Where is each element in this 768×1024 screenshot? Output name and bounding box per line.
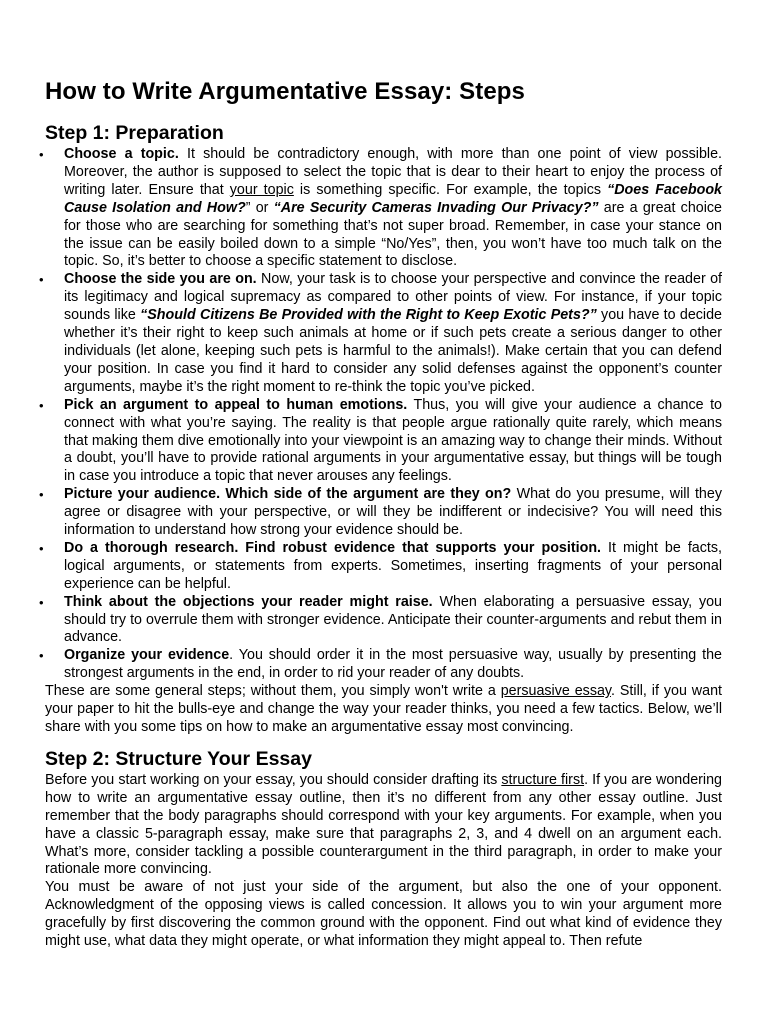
list-item (45, 540, 722, 594)
outro-text: . Still, if you want your paper to hit the bulls-eye and change the way your reader thinks, you need a few tactics. Below, we’ll share with you some tips on how to make an argumentative essay most convincing. (45, 683, 722, 735)
item-text: is something specific. For example, the topics (293, 181, 608, 198)
list-item (45, 146, 722, 271)
step2-heading: Step 2: Structure Your Essay (45, 747, 312, 770)
item-lead: Think about the objections your reader might raise. (64, 593, 433, 610)
page-title: How to Write Argumentative Essay: Steps (45, 78, 526, 105)
item-text: When elaborating a persuasive essay, you should try to overrule them with stronger evidence. Anticipate their counter-arguments and rebut them in advance. (64, 593, 723, 646)
item-emphasis: “Are Security Cameras Invading Our Privacy?” (273, 199, 599, 216)
list-item (45, 397, 722, 487)
item-emphasis: “Should Citizens Be Provided with the Right to Keep Exotic Pets?” (140, 307, 597, 324)
item-emphasis: “Does Facebook Cause Isolation and How? (64, 181, 723, 216)
step2-paragraph-2: You must be aware of not just your side of the argument, but also the one of your opponent. Acknowledgment of the opposing views is called concession. It allows you to win your argument more gracefully by first discovering the common ground with the opponent. Find out what kind of evidence they might use, what data they might operate, or what information they might appeal to. Then refute (45, 879, 722, 950)
structure-first-link[interactable]: structure first (501, 771, 585, 788)
paragraph-text: Before you start working on your essay, you should consider drafting its (45, 771, 502, 788)
step2-paragraph-1 (45, 772, 722, 879)
step1-heading: Step 1: Preparation (45, 122, 224, 144)
step1-list (45, 146, 722, 683)
item-text: What do you presume, will they agree or disagree with your perspective, or will they be indifferent or indecisive? You will need this information to understand how strong your evidence should be. (64, 486, 722, 539)
item-text: It might be facts, logical arguments, or statements from experts. Sometimes, inserting fragments of your personal experience can be helpful. (64, 539, 722, 592)
outro-text: These are some general steps; without them, you simply won't write a (45, 683, 501, 700)
list-item (45, 647, 722, 683)
step1-outro (45, 683, 722, 737)
list-item (45, 271, 722, 396)
item-lead: Pick an argument to appeal to human emotions. (64, 396, 408, 413)
item-lead: Choose a topic. (64, 146, 179, 162)
paragraph-text: . If you are wondering how to write an argumentative essay outline, then it’s no different from any other essay outline. Just remember that the body paragraphs should correspond with your key arguments. For example, when you have a classic 5-paragraph essay, make sure that paragraphs 2, 3, and 4 dwell on an argument each. What’s more, consider tackling a possible counterargument in the third paragraph, in order to make your rationale more convincing. (45, 771, 722, 878)
item-text: you have to decide whether it’s their right to keep such animals at home or if such pets create a serious danger to other individuals (let alone, keeping such pets is harmful to the animals!). Make certain that you can defend your position. In case you find it hard to consider any solid defenses against the opponent’s counter arguments, maybe it’s the right moment to re-think the topic you’ve picked. (64, 307, 723, 395)
item-text: are a great choice for those who are searching for something that’s not super broad. Remember, in case your stance on the issue can be easily boiled down to a simple “No/Yes”, then, you won’t have too much talk on the topic. So, it’s better to choose a specific statement to disclose. (64, 199, 723, 270)
persuasive-essay-link[interactable]: persuasive essay (500, 683, 612, 700)
item-lead: Organize your evidence (64, 647, 230, 664)
your-topic-link[interactable]: your topic (229, 181, 294, 198)
list-item (45, 594, 722, 648)
item-lead: Do a thorough research. Find robust evidence that supports your position. (64, 539, 602, 556)
item-lead: Picture your audience. Which side of the argument are they on? (64, 486, 512, 503)
list-item (45, 486, 722, 540)
item-text: Now, your task is to choose your perspective and convince the reader of its legitimacy and logical supremacy as compared to other points of view. For instance, if your topic sounds like (64, 271, 722, 324)
item-text: Thus, you will give your audience a chance to connect with what you’re saying. The reality is that people argue rationally quite rarely, which means that making them dive emotionally into your viewpoint is an amazing way to change their minds. Without a doubt, you’ll have to provide rational arguments in your argumentative essay, but things will be tough in case you introduce a topic that never arouses any feelings. (64, 396, 723, 485)
item-text: ” or (245, 199, 274, 216)
item-text: It should be contradictory enough, with more than one point of view possible. Moreover, the author is supposed to select the topic that is dear to their heart to enjoy the process of writing later. Ensure that (64, 146, 722, 198)
item-lead: Choose the side you are on. (64, 271, 257, 288)
document-page (45, 76, 722, 951)
item-text: . You should order it in the most persuasive way, usually by presenting the strongest arguments in the end, in order to rid your reader of any doubts. (64, 647, 722, 682)
